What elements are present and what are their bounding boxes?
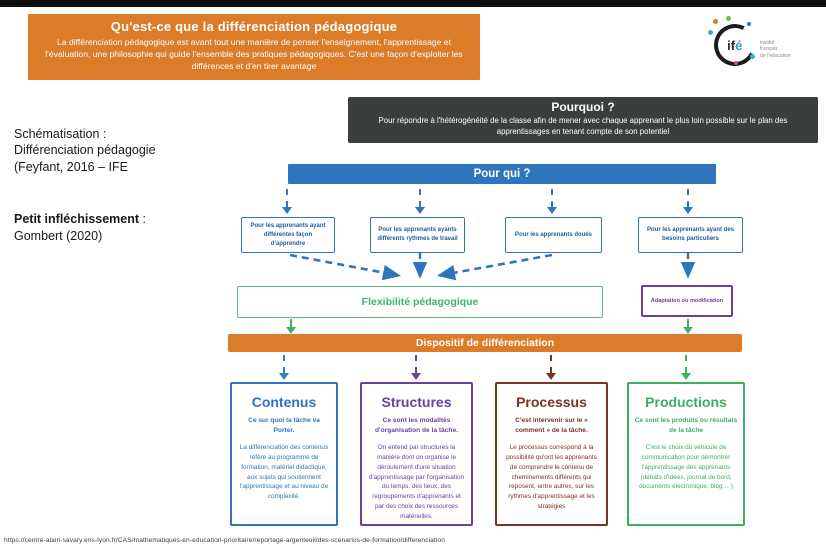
- note-line: Schématisation :: [14, 127, 107, 141]
- arrow-line: [551, 189, 553, 207]
- pour-qui-bar: Pour qui ?: [288, 164, 716, 184]
- audience-box-3: Pour les apprenants doués: [505, 217, 602, 253]
- logo-dot-icon: [726, 16, 731, 21]
- intro-title: Qu'est-ce que la différenciation pédagogique: [110, 19, 398, 34]
- arrow-head: [547, 207, 557, 214]
- arrow-line: [415, 355, 417, 373]
- note-bold: Petit infléchissement: [14, 212, 140, 226]
- card-title: Structures: [381, 394, 452, 410]
- logo-caption-line: de l'éducation: [760, 52, 791, 59]
- card-productions: [627, 382, 745, 526]
- arrow-line: [687, 189, 689, 207]
- arrow-audience1-to-flex: [290, 255, 396, 275]
- arrow-head: [279, 373, 289, 380]
- card-subtitle: Ce sont les modalités d'organisation de la tâche.: [375, 417, 458, 434]
- logo-dot-icon: [747, 22, 751, 26]
- logo-caption-line: institut: [760, 40, 775, 46]
- arrow-line: [685, 355, 687, 373]
- ife-logo: [700, 16, 820, 76]
- card-subtitle: C'est intervenir sur le « comment » de la tâche.: [515, 417, 588, 434]
- adaptation-box: Adaptation ou modification: [641, 285, 733, 317]
- card-body: Le processus correspond à la possibilité qu'ont les apprenants de comprendre le contenu de cheminements différents qui reposent, entre autres, sur les rythmes d'apprentissage et les stratégies: [506, 443, 597, 511]
- card-body: C'est le choix du véhicule de communication pour démontrer l'apprentissage des apprenants (débats d'idées, journal de bord, documents électronique, blog… ): [639, 443, 733, 491]
- note-line: (Feyfant, 2016 – IFE: [14, 159, 128, 174]
- arrow-head: [681, 373, 691, 380]
- note-rest: :: [139, 212, 146, 226]
- logo-dot-icon: [734, 61, 738, 65]
- note-schematisation: [14, 126, 156, 175]
- logo-dot-icon: [713, 19, 718, 24]
- pourquoi-title: Pourquoi ?: [551, 100, 615, 114]
- arrow-line: [687, 319, 689, 327]
- arrow-head: [683, 327, 693, 334]
- ife-logo-caption: [760, 40, 791, 59]
- note-line: Gombert (2020): [14, 228, 103, 243]
- arrow-head: [683, 207, 693, 214]
- card-body: On entend par structures la manière dont on organise le déroulement d'une situation d'apprentissage par l'organisation du temps, des lieux, des regroupements d'apprenants et par des choix des ressources matérielles.: [368, 443, 465, 521]
- intro-box: [28, 14, 480, 80]
- note-inflechissement: [14, 211, 146, 245]
- pourquoi-body: Pour répondre à l'hétérogénéité de la classe afin de mener avec chaque apprenant le plus loin possible sur le plan des apprentissages en tenant compte de son potentiel: [378, 116, 788, 137]
- card-body: La différenciation des contenus réfère au programme de formation, matériel didactique, aux sujets qui soutiennent l'apprentissage et au niveau de complexité.: [239, 443, 329, 501]
- flexibilite-box: Flexibilité pédagogique: [237, 286, 603, 318]
- arrow-audience3-to-flex: [442, 255, 552, 275]
- ife-logo-text: ifé: [727, 37, 743, 53]
- converge-arrows: [230, 252, 790, 286]
- intro-body: La différenciation pédagogique est avant tout une manière de penser l'enseignement, l'apprentissage et l'évaluation, une philosophie qui guide l'ensemble des pratiques pédagogiques. C'est une façon d'exploiter les différences et d'en tirer avantage: [45, 37, 463, 72]
- note-line: [14, 211, 146, 228]
- audience-box-2: Pour les apprenants ayants différents rythmes de travail: [370, 217, 465, 253]
- card-contenus: [230, 382, 338, 526]
- card-title: Contenus: [251, 394, 317, 410]
- arrow-line: [283, 355, 285, 373]
- arrow-head: [415, 207, 425, 214]
- logo-dot-icon: [708, 30, 713, 35]
- audience-box-1: Pour les apprenants ayant différentes façon d'apprendre: [241, 217, 335, 253]
- card-subtitle: Ce sont les produits ou résultats de la tâche: [634, 417, 738, 434]
- source-url[interactable]: https://centre-alain-savary.ens-lyon.fr/CAS/mathematiques-en-education-prioritaire/reportage-argenteuil/des-scenarios-de-formation/differenciation: [4, 537, 445, 544]
- arrow-head: [546, 373, 556, 380]
- card-structures: [360, 382, 473, 526]
- arrow-line: [550, 355, 552, 373]
- arrow-head: [411, 373, 421, 380]
- logo-caption-line: français: [760, 46, 778, 53]
- letterbox-bar: [0, 0, 826, 7]
- arrow-head: [282, 207, 292, 214]
- arrow-head: [286, 327, 296, 334]
- pourquoi-box: [348, 97, 818, 143]
- card-title: Processus: [516, 394, 587, 410]
- arrow-line: [419, 189, 421, 207]
- arrow-line: [290, 319, 292, 327]
- card-processus: [495, 382, 608, 526]
- logo-dot-icon: [750, 54, 755, 59]
- audience-box-4: Pour les apprenants ayant des besoins particuliers: [638, 217, 743, 253]
- dispositif-bar: Dispositif de différenciation: [228, 334, 742, 352]
- note-line: Différenciation pédagogie: [14, 143, 156, 158]
- card-title: Productions: [645, 394, 727, 410]
- card-subtitle: Ce sur quoi la tâche va Porter.: [248, 417, 320, 434]
- arrow-line: [286, 189, 288, 207]
